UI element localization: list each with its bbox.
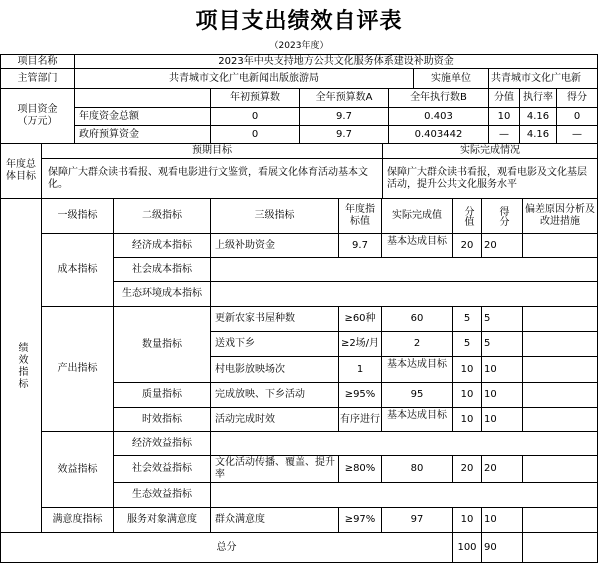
- total-reason: [522, 532, 598, 563]
- funds-row-total-executed: 0.403: [388, 107, 489, 126]
- perf-header-level2: 二级指标: [113, 198, 211, 234]
- perf-header-reason: 偏差原因分析及改进措施: [522, 198, 598, 234]
- funds-header-rate: 执行率: [519, 88, 557, 108]
- row-q3-reason: [522, 356, 598, 383]
- row-q3-score: 10: [481, 356, 523, 383]
- page-title: 项目支出绩效自评表: [195, 8, 403, 34]
- goals-expected-header: 预期目标: [41, 143, 383, 159]
- row-economic-cost-actual: 基本达成目标: [381, 233, 453, 258]
- funds-row-total-score: 0: [556, 107, 598, 126]
- total-score: 90: [481, 532, 523, 563]
- dept-label: 主管部门: [0, 68, 75, 89]
- row-social-cost-level2: 社会成本指标: [113, 257, 211, 282]
- row-social-benefit-score: 20: [481, 455, 523, 483]
- total-label: 总分: [0, 532, 453, 563]
- row-quantity-level2: 数量指标: [113, 306, 211, 383]
- row-economic-benefit-level2: 经济效益指标: [113, 431, 211, 456]
- row-timeliness-level3: 活动完成时效: [210, 407, 339, 432]
- row-q1-actual: 60: [381, 306, 453, 332]
- project-name-label: 项目名称: [0, 54, 75, 69]
- row-q2-reason: [522, 331, 598, 357]
- perf-header-level3: 三级指标: [210, 198, 339, 234]
- perf-header-points: 分值: [452, 198, 482, 234]
- row-service-actual: 97: [381, 507, 453, 533]
- row-q3-points: 10: [452, 356, 482, 383]
- goals-label: 年度总体目标: [0, 143, 42, 199]
- funds-header-blank: [74, 88, 211, 108]
- row-q1-score: 5: [481, 306, 523, 332]
- row-eco-benefit-empty: [210, 482, 598, 508]
- row-q3-target: 1: [338, 356, 382, 383]
- row-social-benefit-reason: [522, 455, 598, 483]
- row-economic-cost-score: 20: [481, 233, 523, 258]
- row-economic-cost-target: 9.7: [338, 233, 382, 258]
- row-quality-level3: 完成放映、下乡活动: [210, 382, 339, 408]
- row-social-benefit-level3: 文化活动传播、覆盖、提升率: [210, 455, 339, 483]
- row-eco-cost-empty: [210, 281, 598, 307]
- row-economic-cost-points: 20: [452, 233, 482, 258]
- row-economic-benefit-empty: [210, 431, 598, 456]
- row-quality-level2: 质量指标: [113, 382, 211, 408]
- page-subtitle: （2023年度）: [269, 41, 329, 51]
- row-economic-cost-reason: [522, 233, 598, 258]
- project-name-value: 2023年中央支持地方公共文化服务体系建设补助资金: [74, 54, 598, 69]
- row-q2-points: 5: [452, 331, 482, 357]
- funds-row-gov-initial: 0: [210, 125, 300, 144]
- funds-row-gov-annual: 9.7: [299, 125, 389, 144]
- row-q2-target: ≥2场/月: [338, 331, 382, 357]
- row-service-reason: [522, 507, 598, 533]
- goals-actual-text: 保障广大群众读书看报，观看电影及文化基层活动，提升公共文化服务水平: [382, 158, 598, 199]
- goals-expected-text: 保障广大群众读书看报、观看电影进行文鉴赏，看展文化体育活动基本文化。: [41, 158, 383, 199]
- funds-row-gov-label: 政府预算资金: [74, 125, 211, 144]
- row-economic-cost-level3: 上级补助资金: [210, 233, 339, 258]
- row-social-cost-empty: [210, 257, 598, 282]
- row-q2-score: 5: [481, 331, 523, 357]
- row-timeliness-actual: 基本达成目标: [381, 407, 453, 432]
- group-cost: 成本指标: [41, 233, 114, 307]
- group-output: 产出指标: [41, 306, 114, 432]
- row-q1-level3: 更新农家书屋种数: [210, 306, 339, 332]
- funds-row-total-points: 10: [488, 107, 520, 126]
- row-quality-score: 10: [481, 382, 523, 408]
- row-social-benefit-level2: 社会效益指标: [113, 455, 211, 483]
- funds-header-annual: 全年预算数A: [299, 88, 389, 108]
- row-quality-reason: [522, 382, 598, 408]
- funds-row-gov-executed: 0.403442: [388, 125, 489, 144]
- row-q2-actual: 2: [381, 331, 453, 357]
- row-service-score: 10: [481, 507, 523, 533]
- funds-row-total-label: 年度资金总额: [74, 107, 211, 126]
- group-satisfaction: 满意度指标: [41, 507, 114, 533]
- row-quality-points: 10: [452, 382, 482, 408]
- perf-side-label: 绩效指标: [0, 198, 42, 533]
- row-eco-benefit-level2: 生态效益指标: [113, 482, 211, 508]
- row-eco-cost-level2: 生态环境成本指标: [113, 281, 211, 307]
- total-points: 100: [452, 532, 482, 563]
- funds-header-points: 分值: [488, 88, 520, 108]
- perf-header-level1: 一级指标: [41, 198, 114, 234]
- goals-actual-header: 实际完成情况: [382, 143, 598, 159]
- row-q2-level3: 送戏下乡: [210, 331, 339, 357]
- row-q1-reason: [522, 306, 598, 332]
- row-timeliness-target: 有序进行: [338, 407, 382, 432]
- perf-header-target: 年度指标值: [338, 198, 382, 234]
- perf-header-actual: 实际完成值: [381, 198, 453, 234]
- row-q1-points: 5: [452, 306, 482, 332]
- row-social-benefit-target: ≥80%: [338, 455, 382, 483]
- row-economic-cost-level2: 经济成本指标: [113, 233, 211, 258]
- row-timeliness-reason: [522, 407, 598, 432]
- funds-row-gov-points: —: [488, 125, 520, 144]
- row-service-level2: 服务对象满意度: [113, 507, 211, 533]
- funds-header-initial: 年初预算数: [210, 88, 300, 108]
- funds-header-executed: 全年执行数B: [388, 88, 489, 108]
- row-service-level3: 群众满意度: [210, 507, 339, 533]
- dept-value: 共青城市文化广电新闻出版旅游局: [74, 68, 414, 89]
- funds-header-score: 得分: [556, 88, 598, 108]
- funds-row-total-initial: 0: [210, 107, 300, 126]
- funds-row-total-rate: 4.16: [519, 107, 557, 126]
- impl-label: 实施单位: [413, 68, 489, 89]
- funds-row-total-annual: 9.7: [299, 107, 389, 126]
- group-benefit: 效益指标: [41, 431, 114, 508]
- row-service-target: ≥97%: [338, 507, 382, 533]
- perf-header-score: 得分: [481, 198, 523, 234]
- row-q3-actual: 基本达成目标: [381, 356, 453, 383]
- row-service-points: 10: [452, 507, 482, 533]
- row-timeliness-level2: 时效指标: [113, 407, 211, 432]
- row-q1-target: ≥60种: [338, 306, 382, 332]
- row-social-benefit-points: 20: [452, 455, 482, 483]
- funds-label: 项目资金 （万元）: [0, 88, 75, 144]
- row-timeliness-points: 10: [452, 407, 482, 432]
- row-quality-target: ≥95%: [338, 382, 382, 408]
- row-social-benefit-actual: 80: [381, 455, 453, 483]
- funds-row-gov-score: —: [556, 125, 598, 144]
- row-timeliness-score: 10: [481, 407, 523, 432]
- funds-row-gov-rate: 4.16: [519, 125, 557, 144]
- row-q3-level3: 村电影放映场次: [210, 356, 339, 383]
- row-quality-actual: 95: [381, 382, 453, 408]
- impl-value: 共青城市文化广电新: [488, 68, 598, 89]
